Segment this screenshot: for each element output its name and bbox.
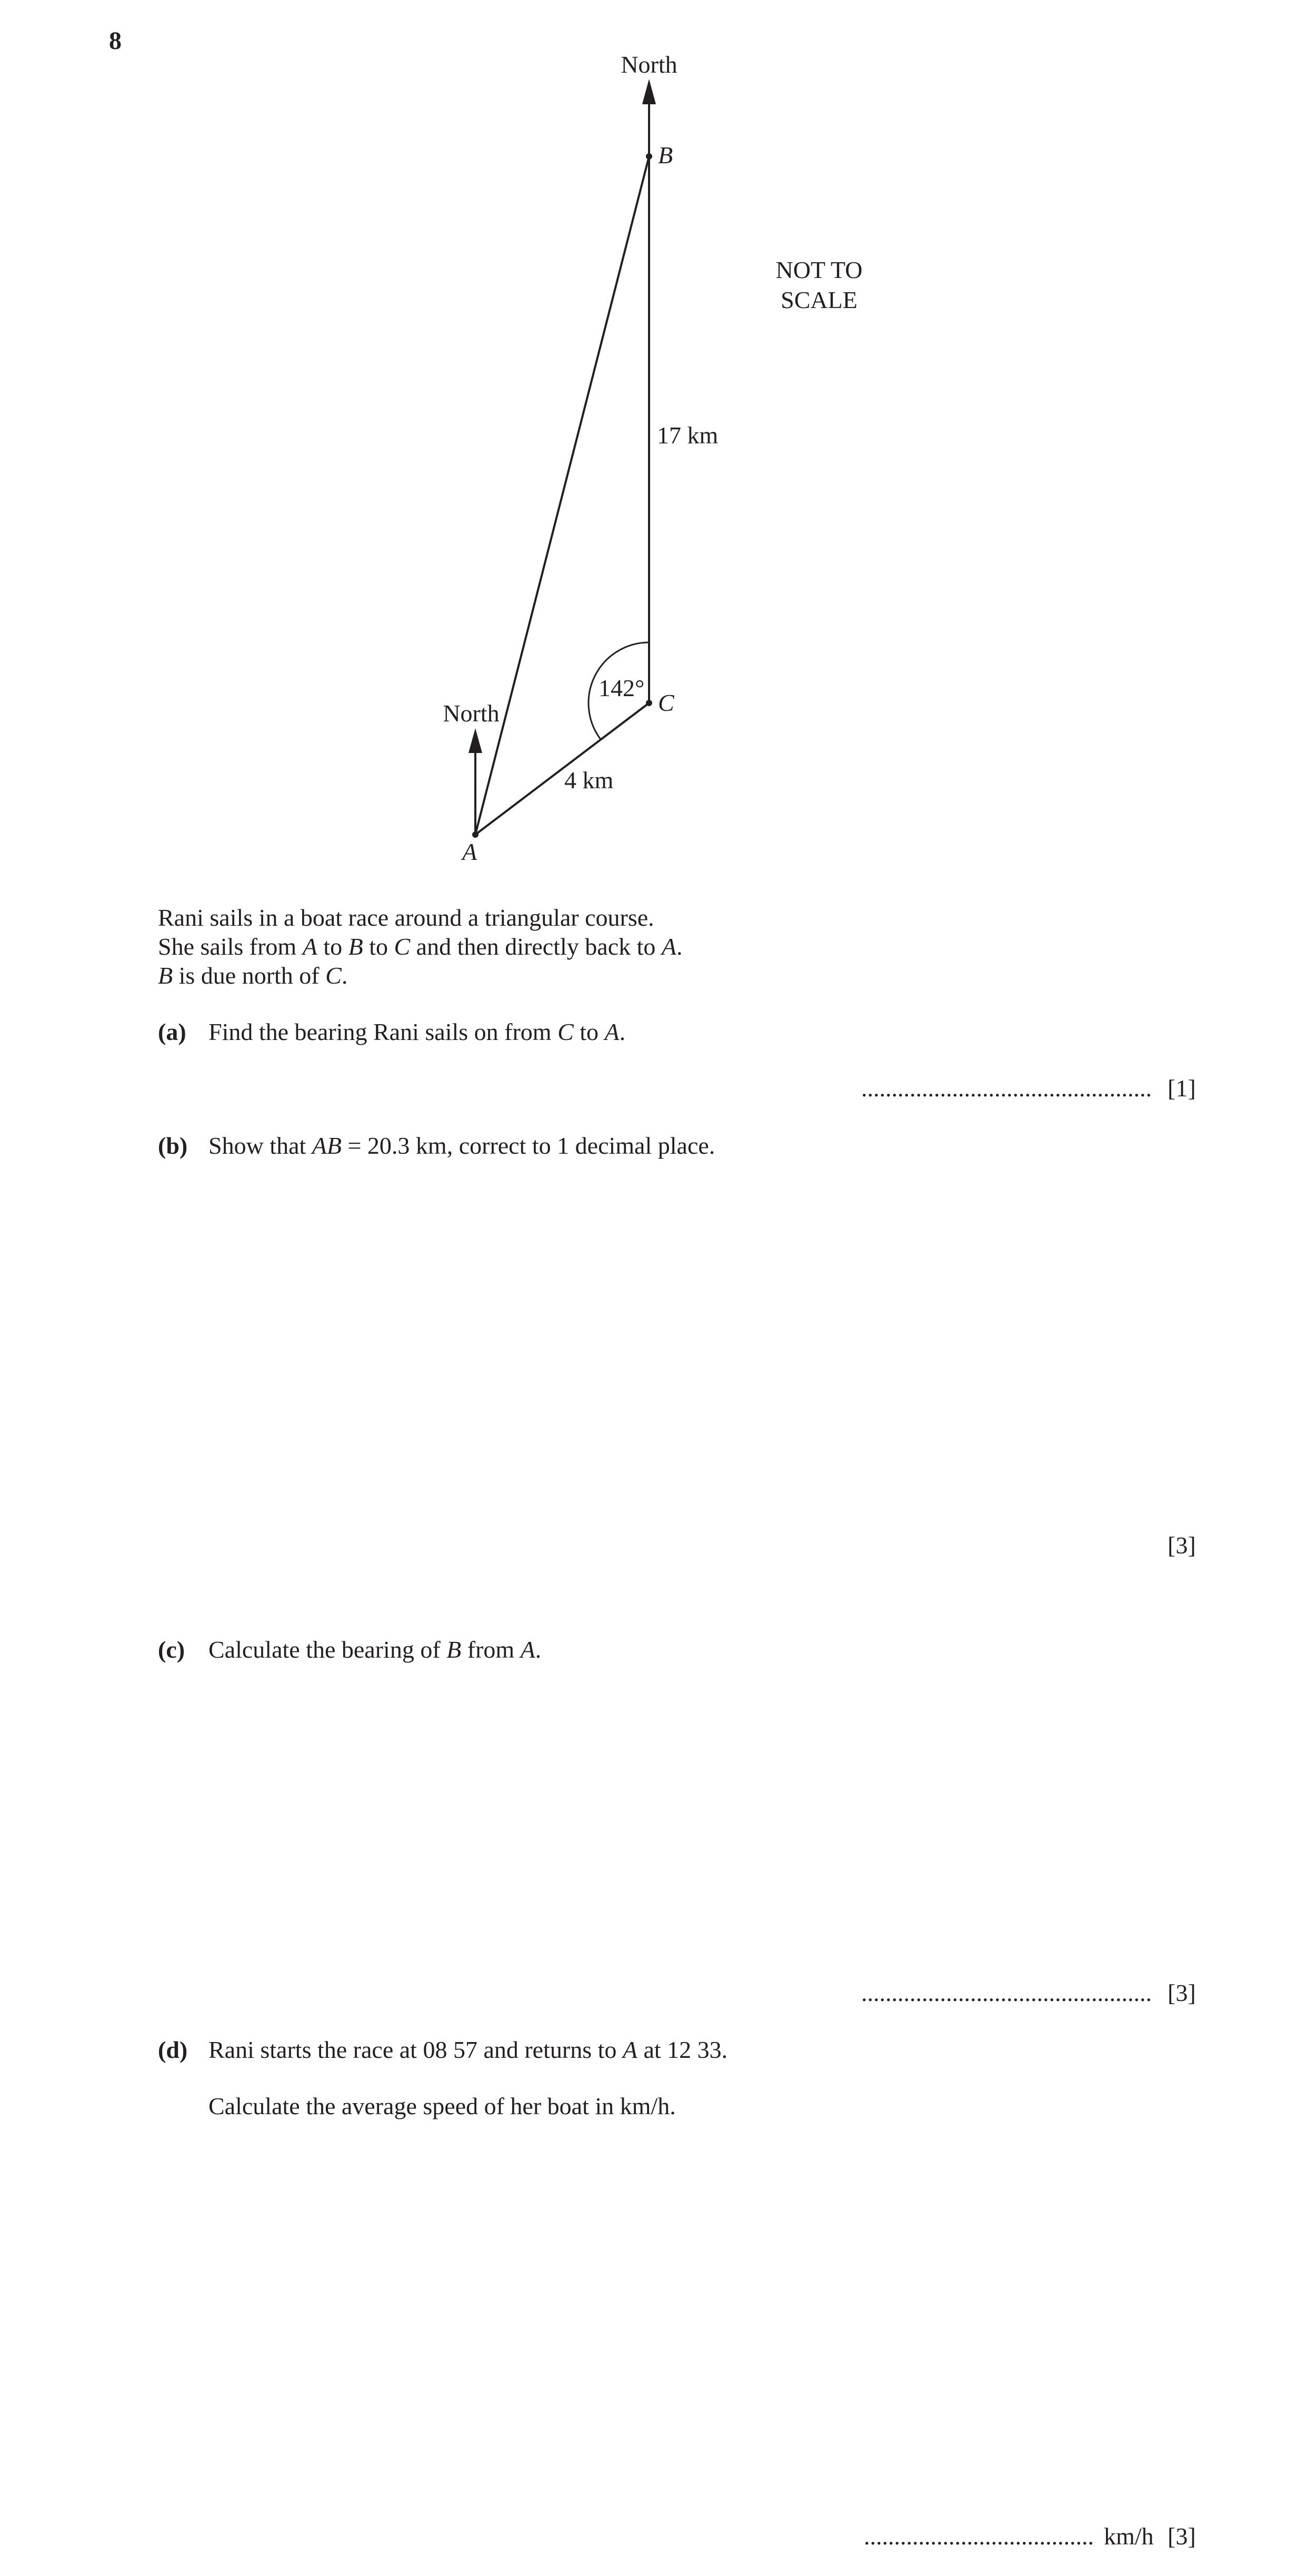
not-to-scale-line1: NOT TO xyxy=(775,256,863,283)
distance-bc-label: 17 km xyxy=(657,422,719,449)
part-a-answer-line[interactable]: ................................................ xyxy=(861,1075,1152,1102)
part-d-answer-line[interactable]: ...................................... xyxy=(864,2523,1094,2550)
part-c-question: Calculate the bearing of B from A. xyxy=(208,1636,542,1663)
part-c-marks: [3] xyxy=(1168,1979,1196,2006)
label-a: A xyxy=(462,838,477,865)
part-b-label: (b) xyxy=(158,1132,188,1159)
label-c: C xyxy=(658,689,674,716)
intro-line-2: She sails from A to B to C and then directly back to A. xyxy=(158,933,683,960)
line-ac xyxy=(475,703,649,835)
not-to-scale-line2: SCALE xyxy=(781,286,858,313)
part-d-unit: km/h xyxy=(1104,2523,1154,2550)
triangle-diagram xyxy=(0,0,1306,895)
line-ab xyxy=(475,156,649,835)
part-b-marks: [3] xyxy=(1168,1532,1196,1559)
part-b-question: Show that AB = 20.3 km, correct to 1 decimal place. xyxy=(208,1132,715,1159)
part-d-question: Rani starts the race at 08 57 and returns to A at 12 33. xyxy=(208,2036,728,2063)
question-number: 8 xyxy=(109,27,122,55)
angle-c-label: 142° xyxy=(599,675,645,701)
point-a-dot xyxy=(472,831,478,838)
label-b: B xyxy=(658,142,673,169)
north-arrow-left-icon xyxy=(468,728,482,753)
distance-ac-label: 4 km xyxy=(564,767,614,794)
point-b-dot xyxy=(646,153,652,160)
north-arrow-top-icon xyxy=(642,79,656,104)
north-label-top: North xyxy=(621,51,677,78)
part-a-question: Find the bearing Rani sails on from C to A. xyxy=(208,1018,626,1045)
intro-line-1: Rani sails in a boat race around a triangular course. xyxy=(158,904,654,931)
part-a-marks: [1] xyxy=(1168,1075,1196,1102)
part-c-answer-line[interactable]: ................................................ xyxy=(861,1979,1152,2006)
part-d-instruction: Calculate the average speed of her boat in km/h. xyxy=(208,2093,676,2119)
part-c-label: (c) xyxy=(158,1636,185,1663)
intro-line-3: B is due north of C. xyxy=(158,962,348,989)
part-d-label: (d) xyxy=(158,2036,188,2063)
point-c-dot xyxy=(646,700,652,706)
part-d-marks: [3] xyxy=(1168,2523,1196,2550)
north-label-left: North xyxy=(443,700,500,727)
part-a-label: (a) xyxy=(158,1018,186,1045)
